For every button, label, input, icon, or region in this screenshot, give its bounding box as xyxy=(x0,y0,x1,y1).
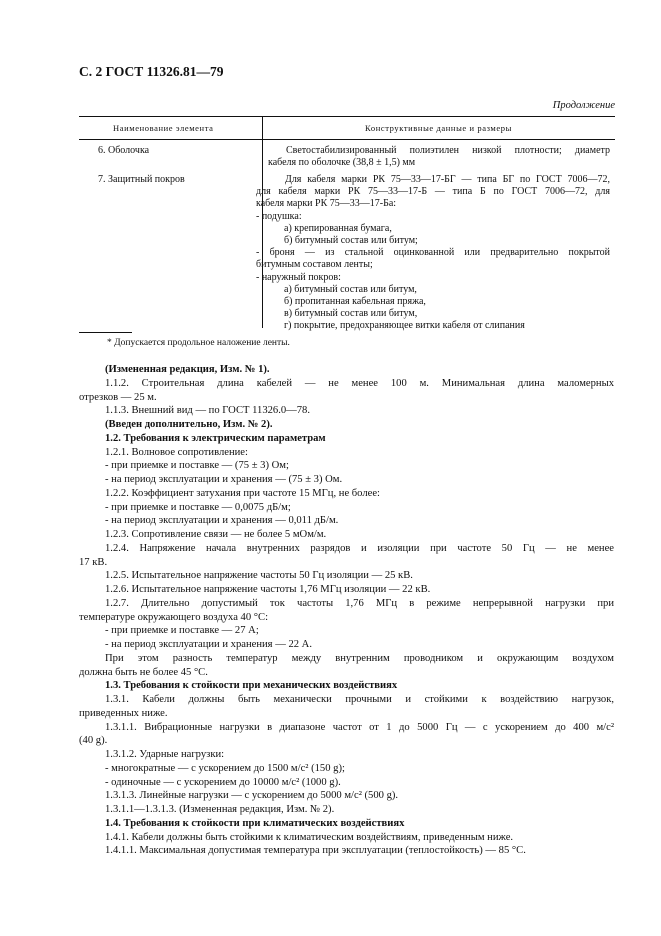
table-cell-line: - броня — из стальной оцинкованной или предварительно покрытой xyxy=(256,247,610,259)
table-cell-line: б) битумный состав или битум; xyxy=(284,235,418,247)
paragraph-line: 1.4.1.1. Максимальная допустимая температура при эксплуатации (теплостойкость) — 85 °С. xyxy=(105,845,526,857)
table-cell-line: кабеля марки РК 75—33—17-Ба: xyxy=(256,198,397,210)
paragraph-line: 1.4.1. Кабели должны быть стойкими к климатическим воздействиям, приведенным ниже. xyxy=(105,831,514,843)
table-row-name: 6. Оболочка xyxy=(98,145,150,156)
table-header-rule xyxy=(79,139,615,140)
paragraph-line: При этом разность температур между внутренним проводником и окружающим воздухом xyxy=(105,652,614,664)
amendment-note: (Измененная редакция, Изм. № 1). xyxy=(105,364,270,375)
table-cell-line: г) покрытие, предохраняющее витки кабеля от слипания xyxy=(284,320,525,332)
paragraph-line: 1.2.1. Волновое сопротивление: xyxy=(105,446,248,458)
table-top-rule xyxy=(79,116,615,117)
footnote-rule xyxy=(79,332,132,333)
list-item: - при приемке и поставке — (75 ± 3) Ом; xyxy=(105,460,289,472)
table-cell-line: - подушка: xyxy=(256,210,302,222)
paragraph-line: 1.1.2. Строительная длина кабелей — не менее 100 м. Минимальная длина маломерных xyxy=(105,377,614,389)
list-item: - на период эксплуатации и хранения — (75 ± 3) Ом. xyxy=(105,474,343,485)
table-row-data xyxy=(256,174,610,333)
table-row-data xyxy=(268,145,610,169)
paragraph-line: 1.3.1. Кабели должны быть механически прочными и стойкими к воздействию нагрузок, xyxy=(105,694,614,705)
table-row-name: 7. Защитный покров xyxy=(98,174,185,185)
paragraph-line: 1.3.1.3. Линейные нагрузки — с ускорением до 5000 м/с² (500 g). xyxy=(105,790,399,802)
table-cell-line: кабеля по оболочке (38,8 ± 1,5) мм xyxy=(268,157,416,169)
table-cell-line: Светостабилизированный полиэтилен низкой плотности; диаметр xyxy=(286,145,610,156)
section-heading: 1.2. Требования к электрическим параметрам xyxy=(105,432,326,444)
paragraph-line: 1.2.5. Испытательное напряжение частоты 50 Гц изоляции — 25 кВ. xyxy=(105,570,413,582)
list-item: - одиночные — с ускорением до 10000 м/с² (1000 g). xyxy=(105,776,341,788)
paragraph-line: 1.2.4. Напряжение начала внутренних разрядов и изоляции при частоте 50 Гц — не менее xyxy=(105,542,614,554)
table-cell-line: в) битумный состав или битум, xyxy=(284,308,418,320)
paragraph-line: 1.3.1.1. Вибрационные нагрузки в диапазоне частот от 1 до 5000 Гц — с ускорением до 400 м/с² xyxy=(105,721,614,733)
paragraph-line: должна быть не более 45 °С. xyxy=(79,666,208,678)
table-cell-line: Для кабеля марки РК 75—33—17-БГ — типа БГ по ГОСТ 7006—72, xyxy=(285,174,610,185)
body-text xyxy=(79,363,614,858)
table-cell-line: битумным составом ленты; xyxy=(256,259,373,271)
list-item: - при приемке и поставке — 27 А; xyxy=(105,625,259,637)
paragraph-line: отрезков — 25 м. xyxy=(79,391,157,403)
continuation-label: Продолжение xyxy=(552,100,615,111)
paragraph-line: 1.2.3. Сопротивление связи — не более 5 мОм/м. xyxy=(105,529,327,540)
paragraph-line: температуре окружающего воздуха 40 °С: xyxy=(79,611,269,623)
paragraph-line: 1.1.3. Внешний вид — по ГОСТ 11326.0—78. xyxy=(105,405,311,417)
footnote: * Допускается продольное наложение ленты. xyxy=(107,338,290,348)
amendment-note: 1.3.1.1—1.3.1.3. (Измененная редакция, Изм. № 2). xyxy=(105,804,335,815)
paragraph-line: 17 кВ. xyxy=(79,556,108,568)
section-heading: 1.3. Требования к стойкости при механических воздействиях xyxy=(105,680,398,692)
table-cell-line: б) пропитанная кабельная пряжа, xyxy=(284,296,426,308)
paragraph-line: 1.2.6. Испытательное напряжение частоты 1,76 МГц изоляции — 22 кВ. xyxy=(105,584,431,595)
list-item: - при приемке и поставке — 0,0075 дБ/м; xyxy=(105,501,291,513)
paragraph-line: 1.2.7. Длительно допустимый ток частоты 1,76 МГц в режиме непрерывной нагрузки при xyxy=(105,597,614,609)
column-header-element: Наименование элемента xyxy=(113,123,214,133)
paragraph-line: 1.3.1.2. Ударные нагрузки: xyxy=(105,749,225,760)
list-item: - на период эксплуатации и хранения — 22 А. xyxy=(105,639,312,650)
column-header-data: Конструктивные данные и размеры xyxy=(365,123,512,133)
paragraph-line: приведенных ниже. xyxy=(79,707,168,719)
amendment-note: (Введен дополнительно, Изм. № 2). xyxy=(105,419,273,430)
table-cell-line: а) крепированная бумага, xyxy=(284,222,392,234)
paragraph-line: 1.2.2. Коэффициент затухания при частоте 15 МГц, не более: xyxy=(105,487,380,499)
list-item: - многократные — с ускорением до 1500 м/с² (150 g); xyxy=(105,762,345,774)
table-cell-line: а) битумный состав или битум, xyxy=(284,283,417,295)
paragraph-line: (40 g). xyxy=(79,735,108,747)
page-header: С. 2 ГОСТ 11326.81—79 xyxy=(79,64,224,79)
table-cell-line: для кабеля марки РК 75—33—17-Б — типа Б по ГОСТ 7006—72, для xyxy=(256,186,610,198)
table-cell-line: - наружный покров: xyxy=(256,271,341,283)
section-heading: 1.4. Требования к стойкости при климатических воздействиях xyxy=(105,817,405,829)
list-item: - на период эксплуатации и хранения — 0,011 дБ/м. xyxy=(105,515,339,527)
